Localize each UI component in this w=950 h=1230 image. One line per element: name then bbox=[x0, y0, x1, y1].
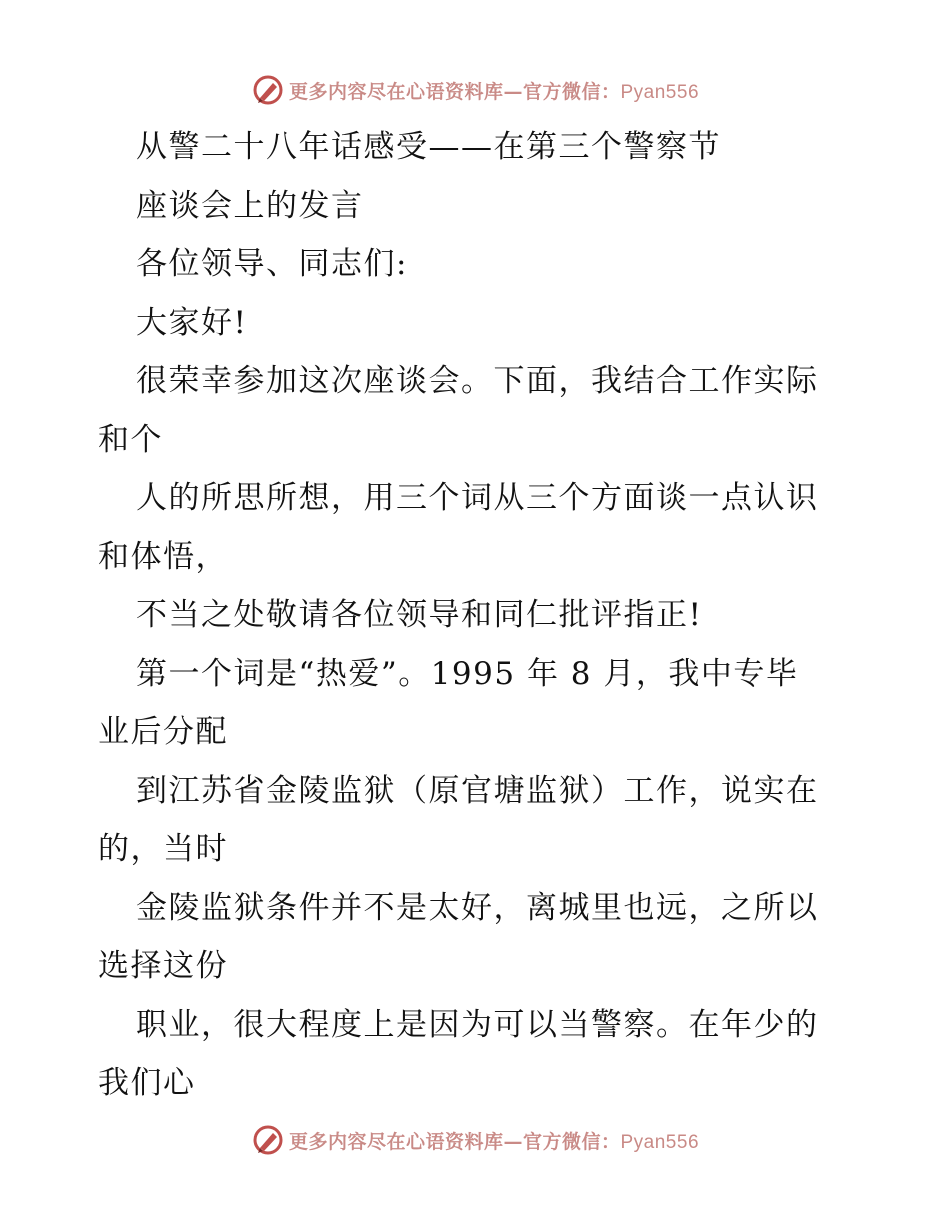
text-line: 的，当时 bbox=[98, 831, 228, 867]
text-line: 大家好! bbox=[136, 304, 248, 341]
watermark-text: 更多内容尽在心语资料库—官方微信：Pyan556 bbox=[288, 1130, 700, 1153]
text-line: 金陵监狱条件并不是太好，离城里也远，之所以 bbox=[136, 889, 819, 926]
text-line: 我们心 bbox=[98, 1065, 196, 1101]
text-line: 座谈会上的发言 bbox=[136, 187, 364, 224]
watermark-footer bbox=[0, 1120, 950, 1160]
text-line: 人的所思所想，用三个词从三个方面谈一点认识 bbox=[136, 480, 819, 516]
text-line: 很荣幸参加这次座谈会。下面，我结合工作实际 bbox=[136, 363, 819, 399]
text-line: 和个 bbox=[98, 421, 163, 458]
text-line: 业后分配 bbox=[98, 714, 228, 750]
pen-logo-icon bbox=[251, 1123, 285, 1157]
text-line: 第一个词是“热爱”。1995 年 8 月，我中专毕 bbox=[136, 655, 799, 692]
pen-logo-icon bbox=[251, 73, 285, 107]
watermark-header bbox=[0, 70, 950, 110]
text-line: 到江苏省金陵监狱（原官塘监狱）工作，说实在 bbox=[136, 772, 819, 809]
text-line: 不当之处敬请各位领导和同仁批评指正! bbox=[136, 597, 703, 633]
text-line: 从警二十八年话感受——在第三个警察节 bbox=[136, 129, 721, 165]
text-line: 选择这份 bbox=[98, 948, 228, 984]
text-line: 各位领导、同志们: bbox=[136, 246, 408, 282]
document-body bbox=[98, 118, 858, 1113]
text-line: 和体悟， bbox=[98, 538, 228, 575]
text-line: 职业，很大程度上是因为可以当警察。在年少的 bbox=[136, 1006, 819, 1043]
watermark-text: 更多内容尽在心语资料库—官方微信：Pyan556 bbox=[288, 80, 700, 103]
